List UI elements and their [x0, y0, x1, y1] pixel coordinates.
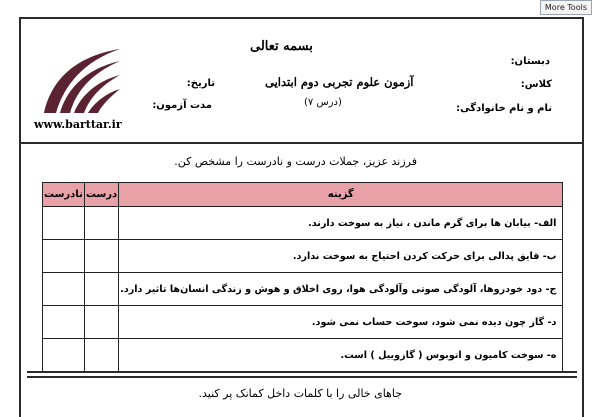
statement-cell: ب- قایق پدالی برای حرکت کردن احتیاج به سوخت ندارد. [119, 240, 563, 273]
school-label: دبستان: [510, 56, 550, 67]
true-answer-cell[interactable] [84, 339, 118, 372]
more-tools-tooltip: More Tools [540, 0, 592, 15]
barttar-logo-icon [40, 45, 122, 115]
true-answer-cell[interactable] [84, 306, 118, 339]
statement-cell: ج- دود خودروها، آلودگی صوتی وآلودگی هوا، روی اخلاق و هوش و زندگی انسان‌ها تاثیر دارد. [119, 273, 563, 306]
true-answer-cell[interactable] [84, 240, 118, 273]
statement-cell: ه- سوخت کامیون و اتوبوس ( گازوییل ) است. [119, 339, 563, 372]
lesson-number: (درس ۷) [304, 97, 342, 108]
table-row [43, 339, 563, 372]
table-header-row [43, 183, 563, 207]
date-label: تاریخ: [186, 78, 215, 89]
header-divider [19, 142, 584, 144]
false-answer-cell[interactable] [43, 273, 85, 306]
true-false-table [42, 182, 563, 372]
duration-label: مدت آزمون: [152, 100, 212, 111]
column-header-false: نادرست [43, 183, 85, 207]
false-answer-cell[interactable] [43, 207, 85, 240]
site-url: www.barttar.ir [34, 118, 122, 131]
section-divider [27, 376, 577, 378]
false-answer-cell[interactable] [43, 306, 85, 339]
false-answer-cell[interactable] [43, 240, 85, 273]
true-answer-cell[interactable] [84, 207, 118, 240]
table-row [43, 240, 563, 273]
statement-cell: الف- بیابان ها برای گرم ماندن ، نیاز به سوخت دارند. [119, 207, 563, 240]
column-header-statement: گزینه [119, 183, 563, 207]
table-row [43, 273, 563, 306]
page-title: بسمه تعالی [250, 39, 313, 54]
false-answer-cell[interactable] [43, 339, 85, 372]
table-row [43, 207, 563, 240]
section-divider [27, 371, 577, 373]
student-name-label: نام و نام خانوادگی: [456, 103, 552, 114]
next-section-instruction: جاهای خالی را با کلمات داخل کمانک پر کنید. [198, 387, 402, 400]
column-header-true: درست [84, 183, 118, 207]
instruction-text: فرزند عزیز، جملات درست و نادرست را مشخص کن. [174, 155, 417, 168]
class-label: کلاس: [520, 79, 552, 90]
exam-title: آزمون علوم تجربی دوم ابتدایی [265, 75, 414, 89]
true-answer-cell[interactable] [84, 273, 118, 306]
statement-cell: د- گاز چون دیده نمی شود، سوخت حساب نمی شود. [119, 306, 563, 339]
table-row [43, 306, 563, 339]
